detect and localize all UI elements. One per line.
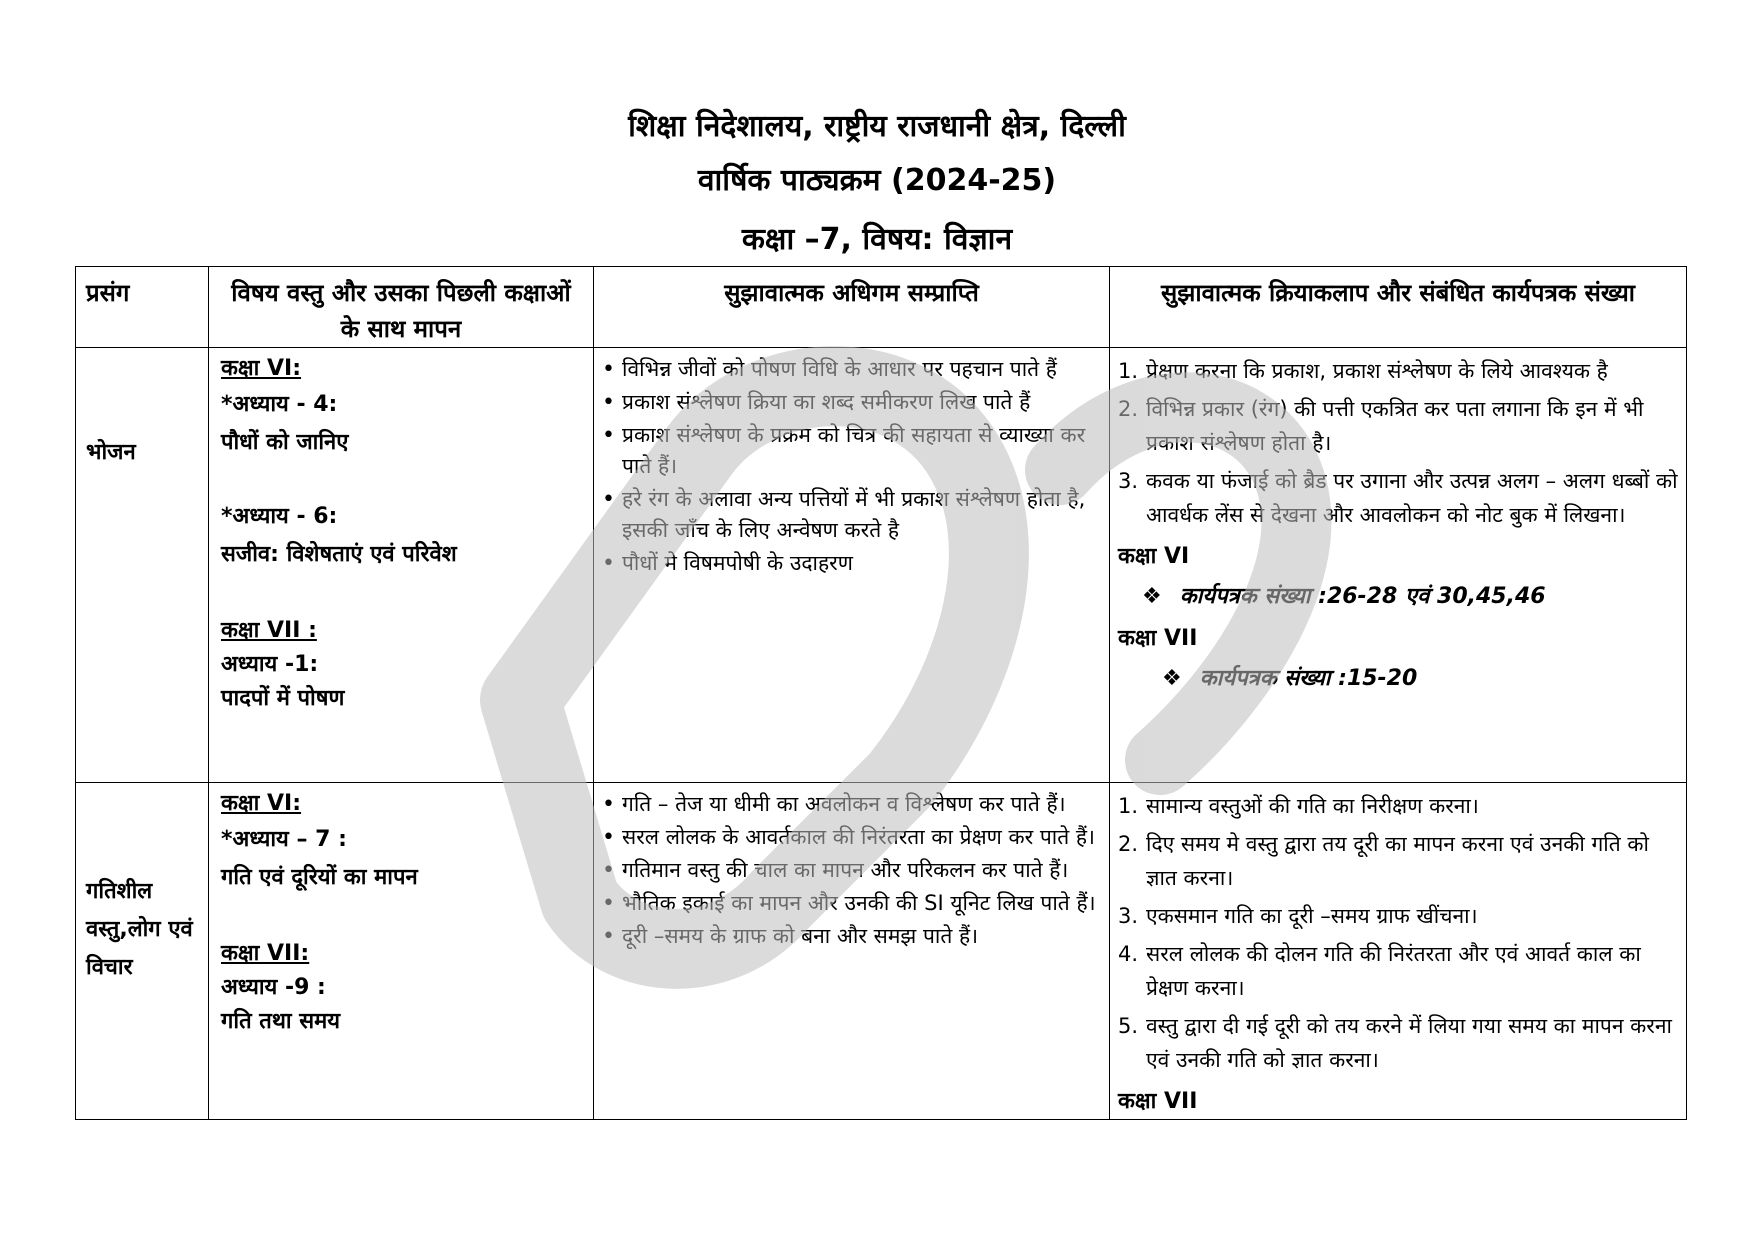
list-item: 5. वस्तु द्वारा दी गई दूरी को तय करने में लिया गया समय का मापन करना एवं उनकी गति को ज्ञात करना। (1118, 1014, 1672, 1072)
class-label: कक्षा VII: (221, 941, 310, 966)
chapter-title: पादपों में पोषण (221, 686, 345, 711)
chapter-number: अध्याय -1: (221, 652, 319, 677)
list-item: • गतिमान वस्तु की चाल का मापन और परिकलन कर पाते हैं। (600, 855, 1103, 886)
chapter-number: अध्याय -9 : (221, 975, 326, 1000)
class-label: कक्षा VII (1118, 1089, 1198, 1114)
chapter-title: गति एवं दूरियों का मापन (221, 865, 418, 890)
table-header-row (76, 267, 1687, 348)
table-row (76, 783, 1687, 1120)
worksheet-numbers: ❖ कार्यपत्रक संख्या :15-20 (1162, 666, 1418, 691)
column-header-activities: सुझावात्मक क्रियाकलाप और संबंधित कार्यपत्रक संख्या (1110, 267, 1687, 348)
activities-cell (1110, 783, 1687, 1120)
list-item: • सरल लोलक के आवर्तकाल की निरंतरता का प्रेक्षण कर पाते हैं। (600, 822, 1103, 853)
list-item: 1. सामान्य वस्तुओं की गति का निरीक्षण करना। (1118, 794, 1479, 818)
list-item: • विभिन्न जीवों को पोषण विधि के आधार पर पहचान पाते हैं (600, 354, 1103, 385)
class-label: कक्षा VI: (221, 791, 302, 816)
outcome-list (594, 783, 1109, 952)
list-item: 2. विभिन्न प्रकार (रंग) की पत्ती एकत्रित कर पता लगाना कि इन में भी प्रकाश संश्लेषण होता है। (1118, 397, 1644, 455)
diamond-bullet-icon: ❖ (1162, 666, 1182, 691)
outcome-list (594, 348, 1109, 579)
list-item: • प्रकाश संश्लेषण क्रिया का शब्द समीकरण लिख पाते हैं (600, 387, 1103, 418)
activities-cell (1110, 348, 1687, 783)
syllabus-table (75, 266, 1687, 1120)
list-item: • पौधों मे विषमपोषी के उदाहरण (600, 548, 1103, 579)
class-label: कक्षा VII : (221, 618, 317, 643)
activity-list (1110, 348, 1686, 532)
chapter-title: पौधों को जानिए (221, 430, 349, 455)
outcomes-cell (594, 348, 1110, 783)
topic-name: गतिशील वस्तु,लोग एवं विचार (86, 879, 193, 980)
topic-cell (76, 348, 209, 783)
topic-cell (76, 783, 209, 1120)
list-item: 4. सरल लोलक की दोलन गति की निरंतरता और एवं आवर्त काल का प्रेक्षण करना। (1118, 942, 1641, 1000)
table-row (76, 348, 1687, 783)
list-item: • प्रकाश संश्लेषण के प्रक्रम को चित्र की सहायता से व्याख्या कर पाते हैं। (600, 420, 1103, 482)
syllabus-year: वार्षिक पाठ्यक्रम (2024-25) (697, 163, 1057, 198)
chapter-number: *अध्याय – 7 : (221, 827, 347, 852)
chapter-title: सजीव: विशेषताएं एवं परिवेश (221, 542, 457, 567)
column-header-content: विषय वस्तु और उसका पिछली कक्षाओं के साथ मापन (209, 267, 594, 348)
topic-name: भोजन (86, 440, 136, 465)
list-item: • भौतिक इकाई का मापन और उनकी की SI यूनिट लिख पाते हैं। (600, 888, 1103, 919)
column-header-topic: प्रसंग (76, 267, 209, 348)
content-cell (209, 348, 594, 783)
document-title: शिक्षा निदेशालय, राष्ट्रीय राजधानी क्षेत्र, दिल्ली (628, 109, 1126, 144)
class-label: कक्षा VII (1118, 626, 1198, 651)
list-item: 3. कवक या फंजाई को ब्रैड पर उगाना और उत्पन्न अलग – अलग धब्बों को आवर्धक लेंस से देखना और आवलोकन को नोट बुक में लिखना। (1118, 469, 1678, 527)
worksheet-numbers: ❖ कार्यपत्रक संख्या :26-28 एवं 30,45,46 (1142, 584, 1546, 609)
list-item: 1. प्रेक्षण करना कि प्रकाश, प्रकाश संश्लेषण के लिये आवश्यक है (1118, 359, 1608, 383)
class-label: कक्षा VI: (221, 356, 302, 381)
list-item: • हरे रंग के अलावा अन्य पत्तियों में भी प्रकाश संश्लेषण होता है, इसकी जाँच के लिए अन्वेषण करते है (600, 484, 1103, 546)
content-cell (209, 783, 594, 1120)
list-item: • दूरी –समय के ग्राफ को बना और समझ पाते हैं। (600, 921, 1103, 952)
diamond-bullet-icon: ❖ (1142, 584, 1162, 609)
column-header-outcomes: सुझावात्मक अधिगम सम्प्राप्ति (594, 267, 1110, 348)
activity-list (1110, 783, 1686, 1077)
class-label: कक्षा VI (1118, 544, 1190, 569)
outcomes-cell (594, 783, 1110, 1120)
list-item: 3. एकसमान गति का दूरी –समय ग्राफ खींचना। (1118, 904, 1478, 928)
chapter-number: *अध्याय - 4: (221, 392, 338, 417)
chapter-title: गति तथा समय (221, 1009, 341, 1034)
list-item: • गति – तेज या धीमी का अवलोकन व विश्लेषण कर पाते हैं। (600, 789, 1103, 820)
list-item: 2. दिए समय मे वस्तु द्वारा तय दूरी का मापन करना एवं उनकी गति को ज्ञात करना। (1118, 832, 1649, 890)
class-subject: कक्षा –7, विषय: विज्ञान (741, 222, 1013, 257)
chapter-number: *अध्याय - 6: (221, 504, 338, 529)
